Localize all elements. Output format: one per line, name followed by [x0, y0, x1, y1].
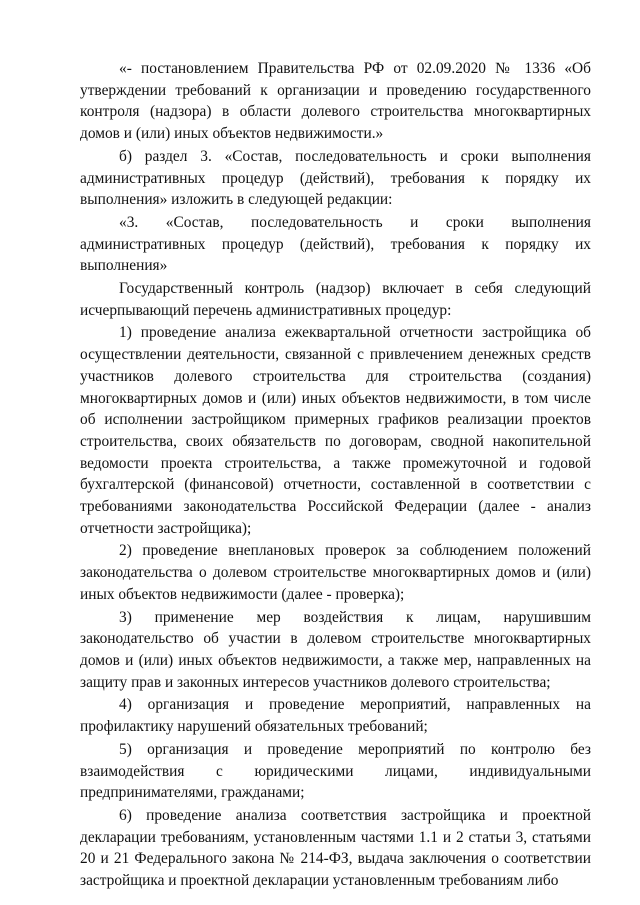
- list-item-1: 1) проведение анализа ежеквартальной отчетности застройщика об осуществлении деятельности, связанной с привлечением денежных средств участников долевого строительства для строительства (создания) многоквартирных домов и (или) иных объектов недвижимости, в том числе об исполнении застройщиком примерных графиков реализации проектов строительства, своих обязательств по договорам, сводной накопительной ведомости проекта строительства, а также промежуточной и годовой бухгалтерской (финансовой) отчетности, составленной в соответствии с требованиями законодательства Российской Федерации (далее - анализ отчетности застройщика);: [80, 324, 591, 537]
- paragraph-section-3-title: «3. «Состав, последовательность и сроки выполнения административных процедур (действий), требования к порядку их выполнения»: [80, 213, 591, 275]
- paragraph-decree-reference: «- постановлением Правительства РФ от 02.09.2020 № 1336 «Об утверждении требований к организации и проведению государственного контроля (надзора) в области долевого строительства многоквартирных домов и (или) иных объектов недвижимости.»: [80, 60, 591, 143]
- list-item-6: 6) проведение анализа соответствия застройщика и проектной декларации требованиям, установленным частями 1.1 и 2 статьи 3, статьями 20 и 21 Федерального закона № 214-ФЗ, выдача заключения о соответствии застройщика и проектной декларации установленным требованиям либо: [80, 806, 591, 890]
- document-page: [80, 58, 591, 892]
- list-item-3: 3) применение мер воздействия к лицам, нарушившим законодательство об участии в долевом строительстве многоквартирных домов и (или) иных объектов недвижимости, а также мер, направленных на защиту прав и законных интересов участников долевого строительства;: [80, 608, 591, 691]
- paragraph-section-3-amendment: б) раздел 3. «Состав, последовательность и сроки выполнения административных процедур (действий), требования к порядку их выполнения» изложить в следующей редакции:: [80, 147, 591, 209]
- list-item-4: 4) организация и проведение мероприятий, направленных на профилактику нарушений обязательных требований;: [80, 696, 591, 736]
- paragraph-control-intro: Государственный контроль (надзор) включает в себя следующий исчерпывающий перечень административных процедур:: [80, 280, 591, 319]
- list-item-5: 5) организация и проведение мероприятий по контролю без взаимодействия с юридическими лицами, индивидуальными предпринимателями, гражданами;: [80, 740, 591, 802]
- list-item-2: 2) проведение внеплановых проверок за соблюдением положений законодательства о долевом строительстве многоквартирных домов и (или) иных объектов недвижимости (далее - проверка);: [80, 542, 591, 603]
